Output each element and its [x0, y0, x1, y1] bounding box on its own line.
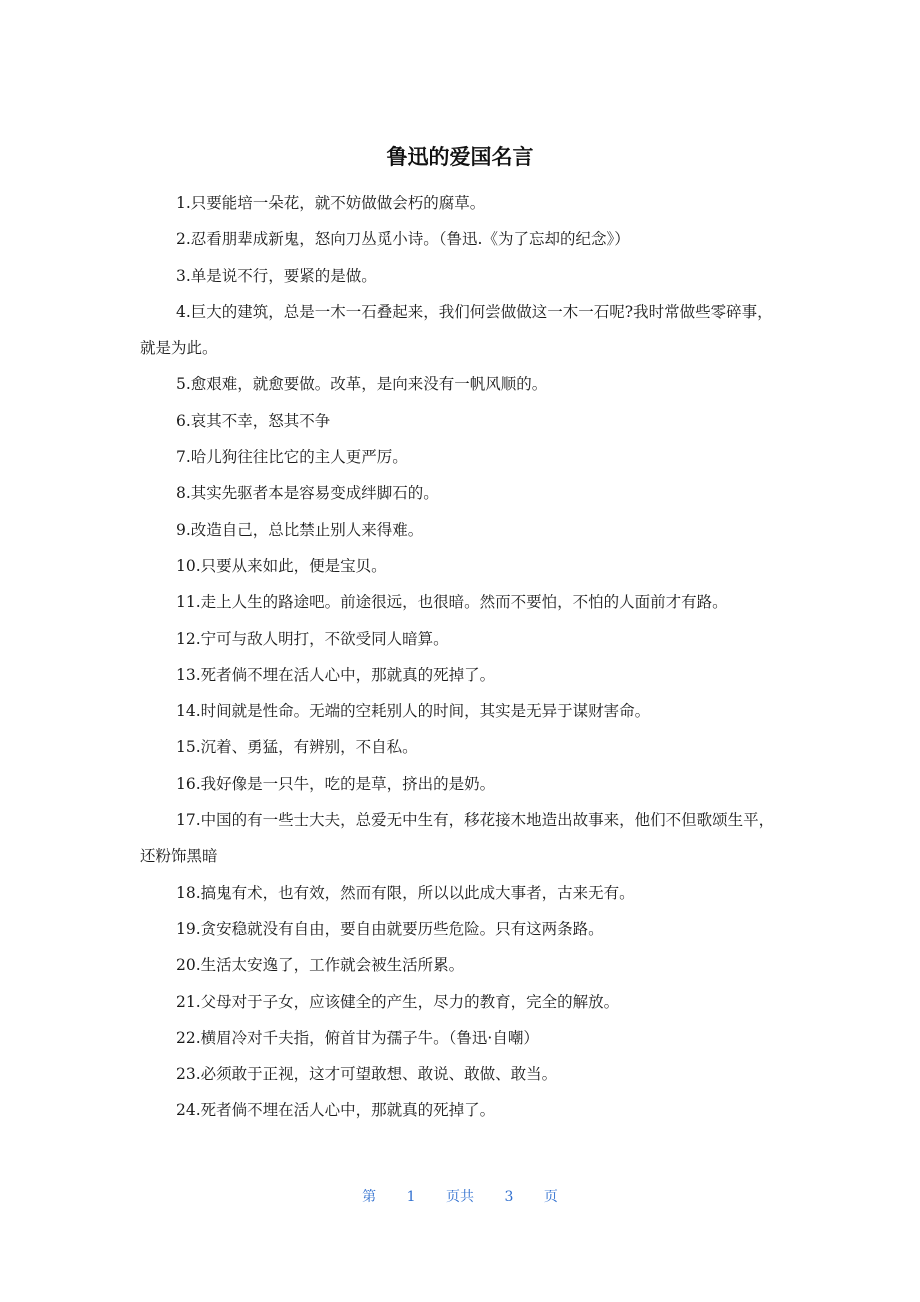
list-item: 1.只要能培一朵花，就不妨做做会朽的腐草。: [176, 194, 486, 212]
list-item: 2.忍看朋辈成新鬼，怒向刀丛觅小诗。（鲁迅.《为了忘却的纪念》）: [176, 230, 630, 249]
list-item: 14.时间就是性命。无端的空耗别人的时间，其实是无异于谋财害命。: [176, 702, 651, 721]
list-item: 17.中国的有一些士大夫，总爱无中生有，移花接木地造出故事来，他们不但歌颂生平，还粉饰黑暗: [140, 811, 775, 866]
page-title: 鲁迅的爱国名言: [386, 145, 534, 169]
list-item: 20.生活太安逸了，工作就会被生活所累。: [176, 956, 465, 975]
list-item: 8.其实先驱者本是容易变成绊脚石的。: [176, 484, 439, 503]
current-page-number: 1: [406, 1189, 416, 1205]
list-item: 11.走上人生的路途吧。前途很远，也很暗。然而不要怕，不怕的人面前才有路。: [176, 593, 728, 612]
list-item: 21.父母对于子女，应该健全的产生，尽力的教育，完全的解放。: [176, 992, 620, 1011]
list-item: 18.搞鬼有术，也有效，然而有限，所以以此成大事者，古来无有。: [176, 883, 635, 902]
page-label-suffix: 页: [543, 1189, 558, 1205]
list-item: 9.改造自己，总比禁止别人来得难。: [176, 520, 424, 539]
list-item: 6.哀其不幸，怒其不争: [176, 411, 331, 430]
list-item: 19.贪安稳就没有自由，要自由就要历些危险。只有这两条路。: [176, 919, 604, 938]
page-number-footer: [0, 1186, 920, 1208]
total-pages-number: 3: [504, 1189, 514, 1205]
list-item: 4.巨大的建筑，总是一木一石叠起来，我们何尝做做这一木一石呢?我时常做些零碎事，就是为此。: [140, 302, 773, 358]
list-item: 3.单是说不行，要紧的是做。: [176, 266, 377, 285]
quote-list: [140, 185, 782, 1129]
list-item: 22.横眉冷对千夫指，俯首甘为孺子牛。（鲁迅·自嘲）: [176, 1028, 539, 1047]
list-item: 13.死者倘不埋在活人心中，那就真的死掉了。: [176, 665, 496, 684]
list-item: 24.死者倘不埋在活人心中，那就真的死掉了。: [176, 1101, 496, 1120]
list-item: 5.愈艰难，就愈要做。改革，是向来没有一帆风顺的。: [176, 375, 548, 394]
list-item: 10.只要从来如此，便是宝贝。: [176, 556, 387, 575]
list-item: 16.我好像是一只牛，吃的是草，挤出的是奶。: [176, 774, 496, 793]
list-item: 7.哈儿狗往往比它的主人更严厉。: [176, 448, 408, 467]
list-item: 12.宁可与敌人明打，不欲受同人暗算。: [176, 629, 449, 648]
page-label-mid: 页共: [446, 1189, 474, 1205]
page-label-prefix: 第: [362, 1189, 377, 1205]
list-item: 23.必须敢于正视，这才可望敢想、敢说、敢做、敢当。: [176, 1065, 558, 1084]
list-item: 15.沉着、勇猛，有辨别，不自私。: [176, 738, 418, 757]
